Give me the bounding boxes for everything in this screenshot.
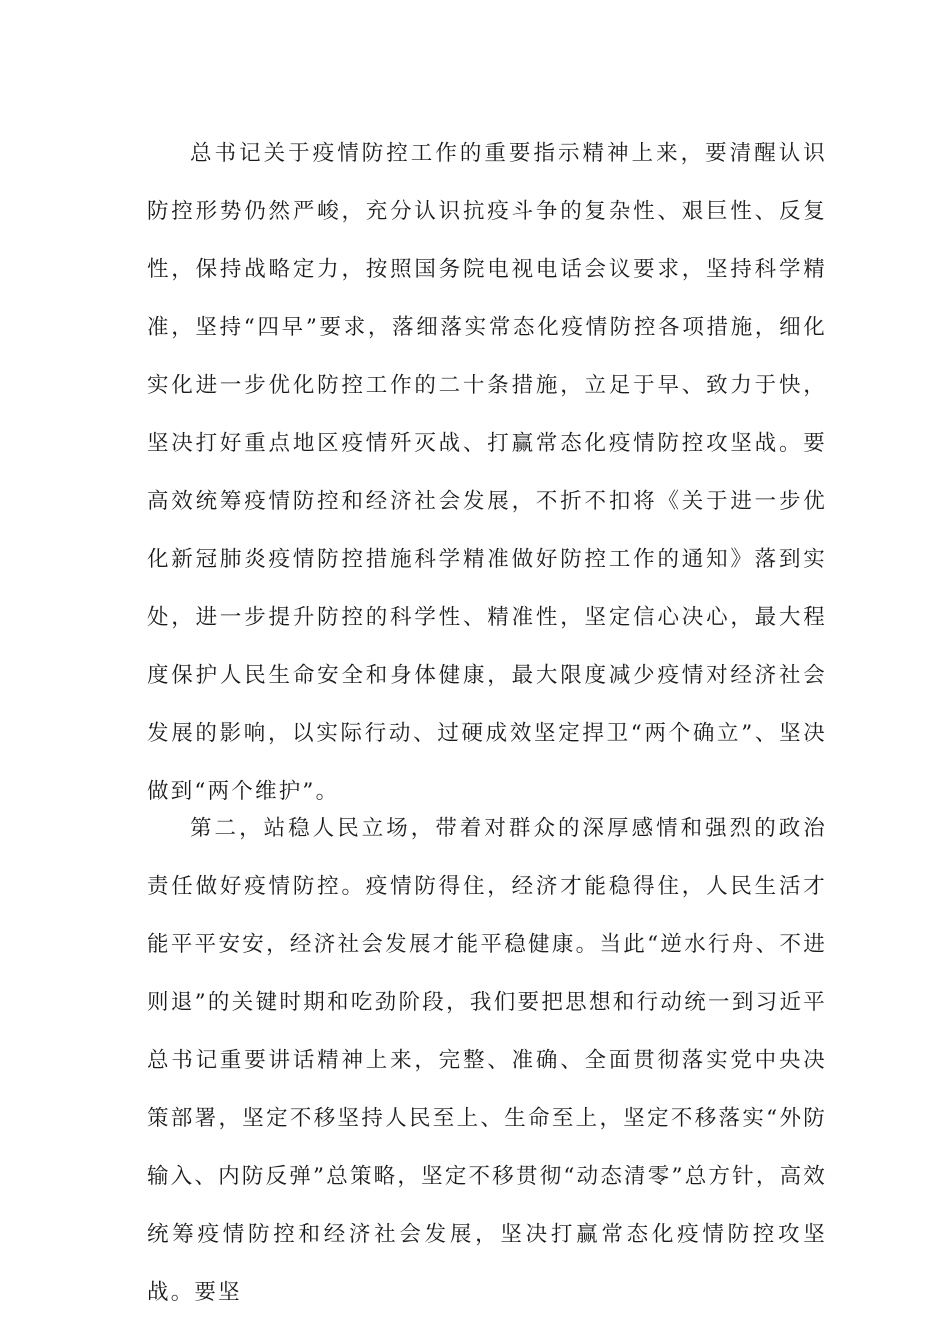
paragraph-2: 第二，站稳人民立场，带着对群众的深厚感情和强烈的政治责任做好疫情防控。疫情防得住，经济才能稳得住，人民生活才能平平安安，经济社会发展才能平稳健康。当此“逆水行舟、不进则退”的关键时期和吃劲阶段，我们要把思想和行动统一到习近平总书记重要讲话精神上来，完整、准确、全面贯彻落实党中央决策部署，坚定不移坚持人民至上、生命至上，坚定不移落实“外防输入、内防反弹”总策略，坚定不移贯彻“动态清零”总方针，高效统筹疫情防控和经济社会发展，坚决打赢常态化疫情防控攻坚战。要坚 (147, 816, 827, 1305)
paragraph-1: 总书记关于疫情防控工作的重要指示精神上来，要清醒认识防控形势仍然严峻，充分认识抗疫斗争的复杂性、艰巨性、反复性，保持战略定力，按照国务院电视电话会议要求，坚持科学精准，坚持“四早”要求，落细落实常态化疫情防控各项措施，细化实化进一步优化防控工作的二十条措施，立足于早、致力于快，坚决打好重点地区疫情歼灭战、打赢常态化疫情防控攻坚战。要高效统筹疫情防控和经济社会发展，不折不扣将《关于进一步优化新冠肺炎疫情防控措施科学精准做好防控工作的通知》落到实处，进一步提升防控的科学性、精准性，坚定信心决心，最大程度保护人民生命安全和身体健康，最大限度减少疫情对经济社会发展的影响，以实际行动、过硬成效坚定捍卫“两个确立”、坚决做到“两个维护”。 (147, 141, 827, 804)
